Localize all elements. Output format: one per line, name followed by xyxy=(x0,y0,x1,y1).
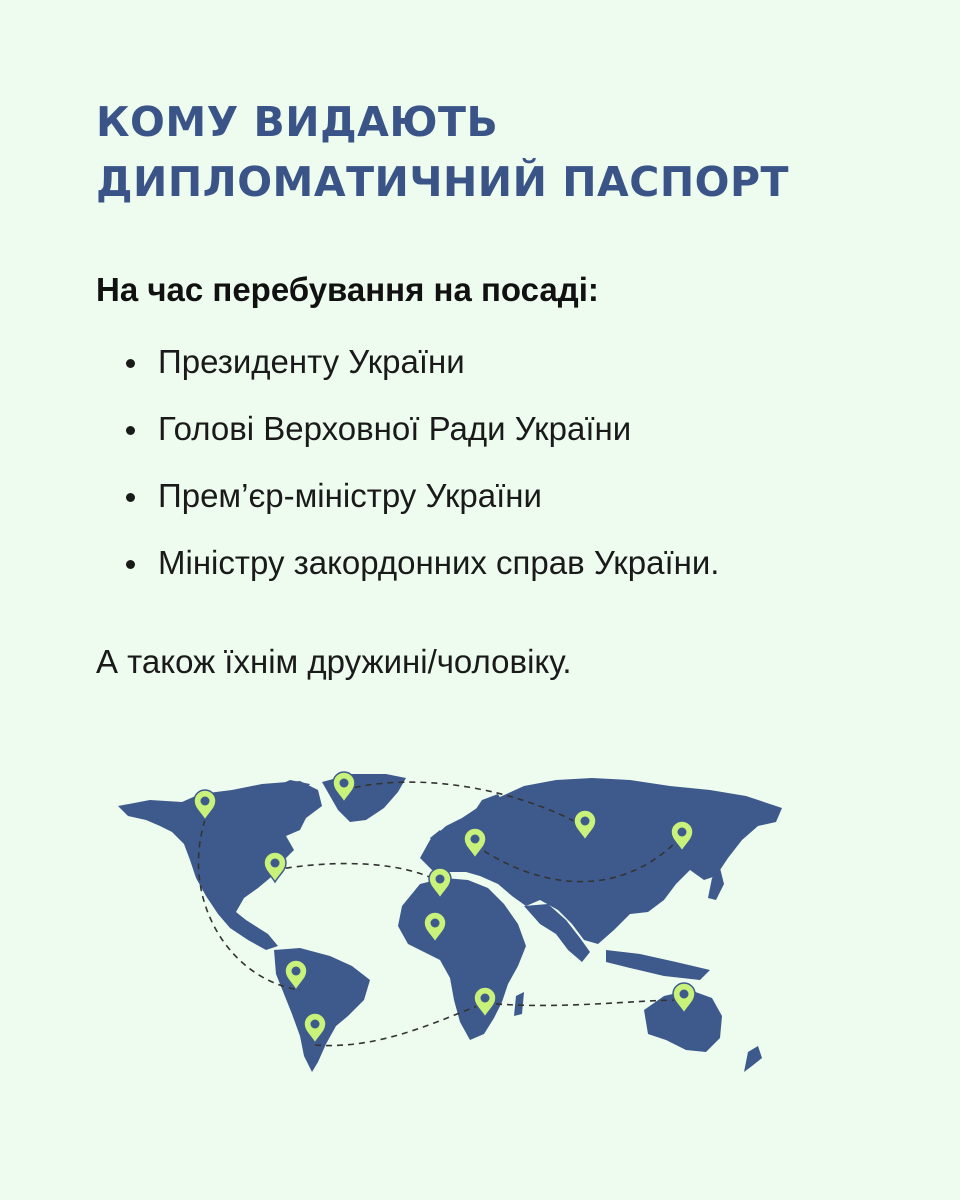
title-line-1: КОМУ ВИДАЮТЬ xyxy=(96,98,499,146)
list-item xyxy=(126,403,719,470)
continent-north-america xyxy=(118,781,322,950)
list-item xyxy=(126,537,719,604)
bullet-icon xyxy=(126,493,135,502)
note-text: А також їхнім дружині/чоловіку. xyxy=(96,643,572,680)
island-madagascar xyxy=(514,992,524,1016)
islands-southeast-asia xyxy=(606,950,710,980)
world-map-illustration xyxy=(110,768,800,1078)
route-line xyxy=(275,864,440,882)
bullet-icon xyxy=(126,560,135,569)
continent-africa xyxy=(398,878,526,1040)
list-item xyxy=(126,336,719,403)
subheading: На час перебування на посаді: xyxy=(96,271,599,308)
bullet-icon xyxy=(126,359,135,368)
list-item-text: Президенту України xyxy=(158,343,465,380)
island-new-zealand xyxy=(744,1046,762,1072)
list-item-text: Прем’єр-міністру України xyxy=(158,477,542,514)
bullet-icon xyxy=(126,426,135,435)
title-line-2: ДИПЛОМАТИЧНИЙ ПАСПОРТ xyxy=(96,158,790,206)
officials-list xyxy=(126,336,719,604)
list-item xyxy=(126,470,719,537)
list-item-text: Голові Верховної Ради України xyxy=(158,410,632,447)
page-title xyxy=(96,92,896,212)
list-item-text: Міністру закордонних справ України. xyxy=(158,544,720,581)
world-map-land xyxy=(118,774,782,1072)
